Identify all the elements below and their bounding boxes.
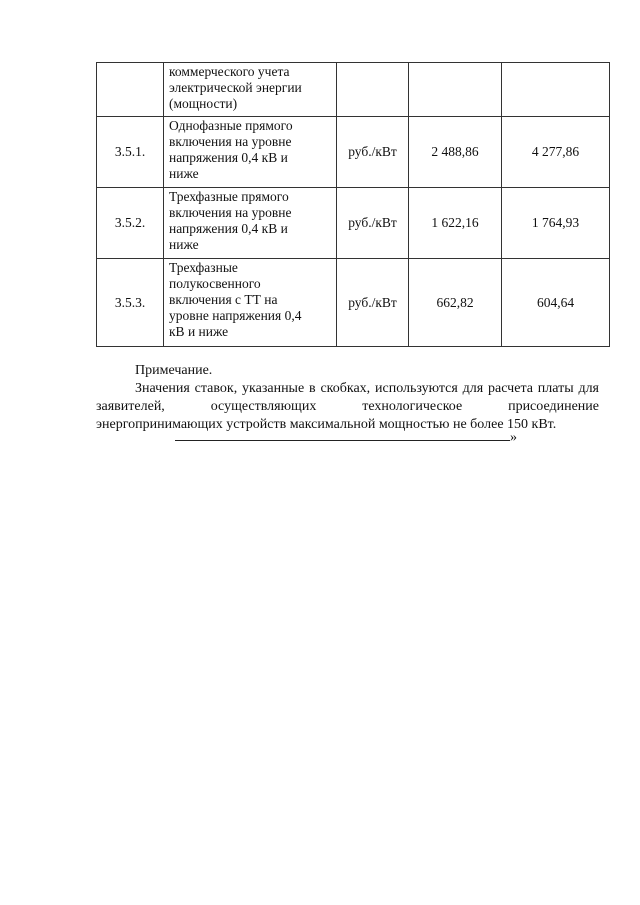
row-value-2: 1 764,93 <box>502 188 610 259</box>
row-unit: руб./кВт <box>337 188 409 259</box>
row-value-2: 604,64 <box>502 259 610 347</box>
row-unit <box>337 63 409 117</box>
row-number: 3.5.3. <box>97 259 164 347</box>
closing-quote: » <box>510 430 517 445</box>
row-description: коммерческого учета электрической энергии (мощности) <box>164 63 337 117</box>
table-row <box>97 117 610 188</box>
row-number <box>97 63 164 117</box>
row-unit: руб./кВт <box>337 259 409 347</box>
row-description: Трехфазные полукосвенного включения с ТТ на уровне напряжения 0,4 кВ и ниже <box>164 259 337 347</box>
tariff-table <box>96 62 610 347</box>
row-value-1: 662,82 <box>409 259 502 347</box>
row-number: 3.5.2. <box>97 188 164 259</box>
closing-line <box>175 430 520 446</box>
row-description: Однофазные прямого включения на уровне напряжения 0,4 кВ и ниже <box>164 117 337 188</box>
signature-underline <box>175 430 510 441</box>
row-description: Трехфазные прямого включения на уровне напряжения 0,4 кВ и ниже <box>164 188 337 259</box>
row-unit: руб./кВт <box>337 117 409 188</box>
row-value-2: 4 277,86 <box>502 117 610 188</box>
table-row <box>97 259 610 347</box>
table-row <box>97 63 610 117</box>
row-value-1 <box>409 63 502 117</box>
note-body: Значения ставок, указанные в скобках, используются для расчета платы для заявителей, осуществляющих технологическое присоединение энергопринимающих устройств максимальной мощностью не более 150 кВт. <box>96 381 599 432</box>
row-number: 3.5.1. <box>97 117 164 188</box>
row-value-1: 1 622,16 <box>409 188 502 259</box>
row-value-2 <box>502 63 610 117</box>
note-title: Примечание. <box>135 363 213 378</box>
table-row <box>97 188 610 259</box>
row-value-1: 2 488,86 <box>409 117 502 188</box>
